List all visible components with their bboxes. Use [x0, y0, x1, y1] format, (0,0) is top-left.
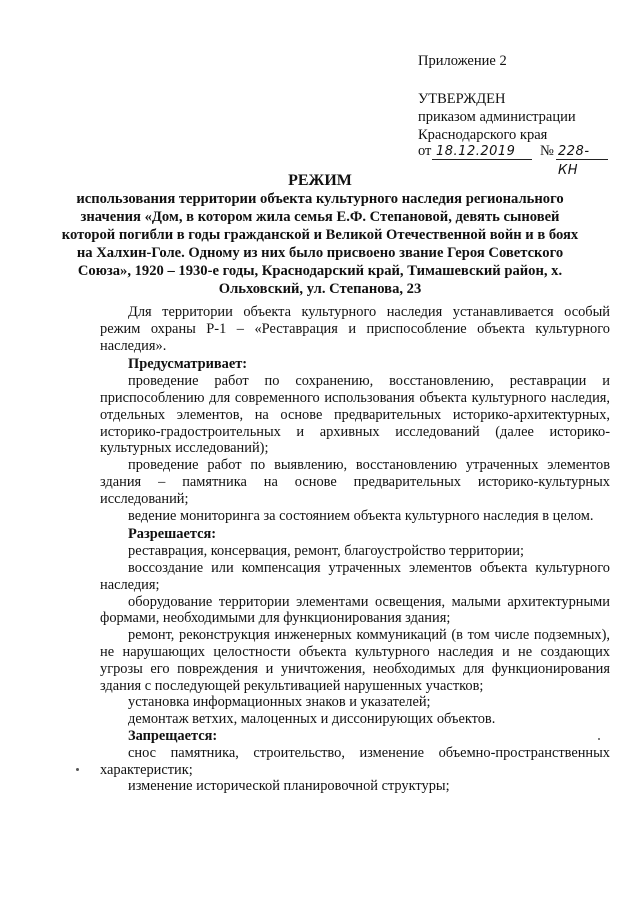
list-item: воссоздание или компенсация утраченных элементов объекта культурного наследия;: [100, 559, 610, 593]
list-item: проведение работ по выявлению, восстановлению утраченных элементов здания – памятника на основе предварительных историко-культурных исследований;: [100, 457, 610, 507]
document-subtitle: использования территории объекта культурного наследия регионального значения «Дом, в котором жила семья Е.Ф. Степановой, девять сыновей которой погибли в годы гражданской и Великой Отечественной войн и в боях на Халхин-Голе. Одному из них было присвоено звание Героя Советского Союза», 1920 – 1930-е годы, Краснодарский край, Тимашевский район, х. Ольховский, ул. Степанова, 23: [61, 191, 579, 297]
list-item: снос памятника, строительство, изменение объемно-пространственных характеристик;: [100, 744, 610, 778]
allowed-heading: Разрешается:: [128, 526, 217, 543]
date-number-line: [418, 142, 608, 178]
date-prefix: от: [418, 143, 432, 159]
intro-paragraph: Для территории объекта культурного наследия устанавливается особый режим охраны Р-1 – «Реставрация и приспособление объекта культурного наследия».: [100, 304, 610, 354]
approved-label: УТВЕРЖДЕН: [418, 91, 506, 107]
approved-by-line-2: Краснодарского края: [418, 127, 548, 143]
number-prefix: №: [540, 143, 554, 159]
list-item: демонтаж ветхих, малоценных и диссонирующих объектов.: [128, 711, 496, 728]
list-item: проведение работ по сохранению, восстановлению, реставрации и приспособлению для современного использования объекта культурного наследия, отдельных элементов, на основе предварительных историко-архитектурных, историко-градостроительных и архивных исследований (далее историко-культурных исследований);: [100, 373, 610, 457]
list-item: ведение мониторинга за состоянием объекта культурного наследия в целом.: [128, 507, 594, 524]
provides-heading: Предусматривает:: [128, 356, 248, 373]
list-item: оборудование территории элементами освещения, малыми архитектурными формами, необходимыми для функционирования здания;: [100, 593, 610, 627]
approved-by-line-1: приказом администрации: [418, 109, 576, 125]
list-item: реставрация, консервация, ремонт, благоустройство территории;: [128, 543, 524, 560]
appendix-label: Приложение 2: [418, 53, 507, 69]
prohibited-heading: Запрещается:: [128, 727, 218, 744]
scan-speck: [598, 738, 600, 740]
date-handwritten: 18.12.2019: [436, 144, 516, 159]
document-body: [100, 304, 610, 795]
document-title: РЕЖИМ: [288, 172, 352, 189]
number-underline: [556, 159, 608, 160]
date-underline: [432, 159, 532, 160]
list-item: установка информационных знаков и указателей;: [128, 694, 431, 711]
number-handwritten: 228-КН: [558, 144, 590, 178]
scan-speck: [76, 768, 79, 771]
list-item: ремонт, реконструкция инженерных коммуникаций (в том числе подземных), не нарушающих целостности объекта культурного наследия и не создающих угрозы его повреждения и уничтожения, необходимых для функционирования здания с последующей рекультивацией нарушенных участков;: [100, 627, 610, 694]
list-item: изменение исторической планировочной структуры;: [128, 778, 450, 795]
